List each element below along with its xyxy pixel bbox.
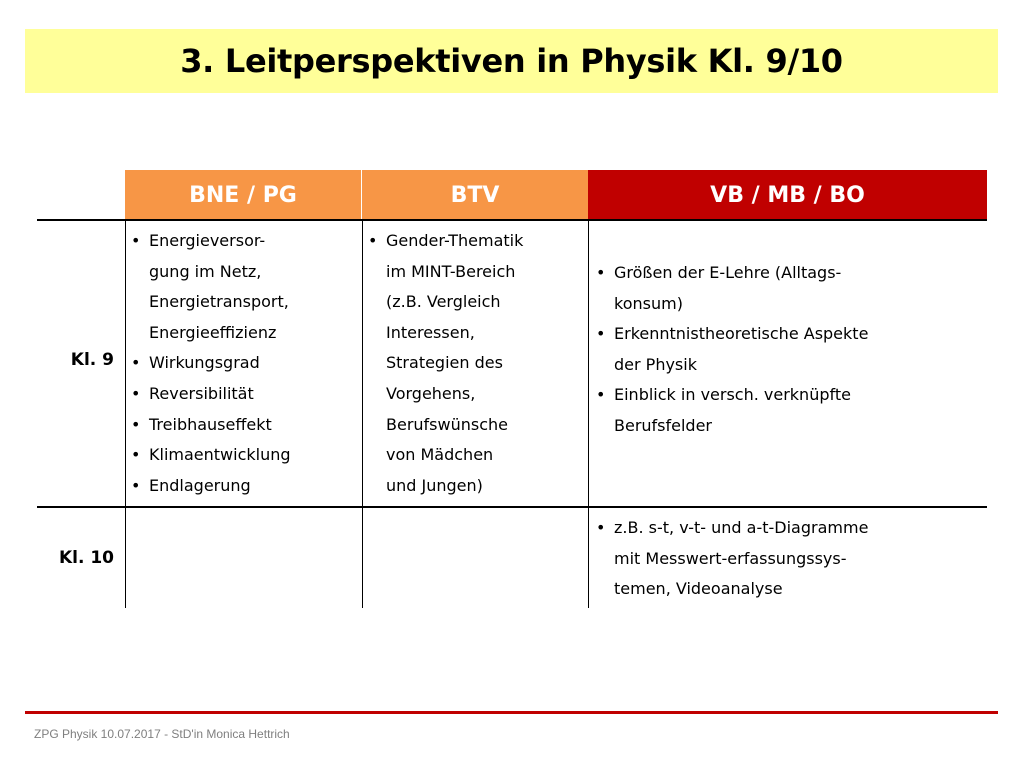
header-vb-mb-bo: VB / MB / BO <box>588 170 987 220</box>
row-divider <box>37 506 987 508</box>
row-label-kl9: Kl. 9 <box>70 350 114 370</box>
list-item: • Wirkungsgrad <box>131 353 260 373</box>
list-item: • Einblick in versch. verknüpfte Berufsfelder <box>596 385 851 435</box>
header-bne-pg: BNE / PG <box>125 170 362 220</box>
list-item: • z.B. s-t, v-t- und a-t-Diagramme mit Messwert-erfassungssys- temen, Videoanalyse <box>596 518 869 599</box>
list-item: • Klimaentwicklung <box>131 445 291 465</box>
list-item: • Endlagerung <box>131 475 251 495</box>
cell-kl10-vb <box>594 513 984 605</box>
column-divider <box>588 220 589 608</box>
column-divider <box>362 220 363 608</box>
list-item: • Energieversor- gung im Netz, Energietransport, Energieeffizienz <box>131 231 289 342</box>
list-item: • Gender-Thematik im MINT-Bereich (z.B. Vergleich Interessen, Strategien des Vorgehens, Berufswünsche von Mädchen und Jungen) <box>368 231 524 495</box>
row-label-kl10: Kl. 10 <box>58 548 114 568</box>
list-item: • Erkenntnistheoretische Aspekte der Physik <box>596 324 869 374</box>
leitperspektiven-table <box>37 170 987 608</box>
list-item: • Treibhauseffekt <box>131 414 272 434</box>
page-title: 3. Leitperspektiven in Physik Kl. 9/10 <box>180 42 843 80</box>
footer-text: ZPG Physik 10.07.2017 - StD'in Monica Hettrich <box>34 727 290 741</box>
row-divider <box>37 219 987 221</box>
title-bar <box>25 29 998 93</box>
list-item: • Reversibilität <box>131 383 254 403</box>
cell-kl9-btv <box>366 226 586 501</box>
list-item: • Größen der E-Lehre (Alltags- konsum) <box>596 263 842 313</box>
cell-kl9-bne <box>129 226 359 501</box>
header-btv: BTV <box>362 170 588 220</box>
cell-kl9-vb <box>594 258 984 442</box>
footer-divider <box>25 711 998 714</box>
column-divider <box>125 220 126 608</box>
